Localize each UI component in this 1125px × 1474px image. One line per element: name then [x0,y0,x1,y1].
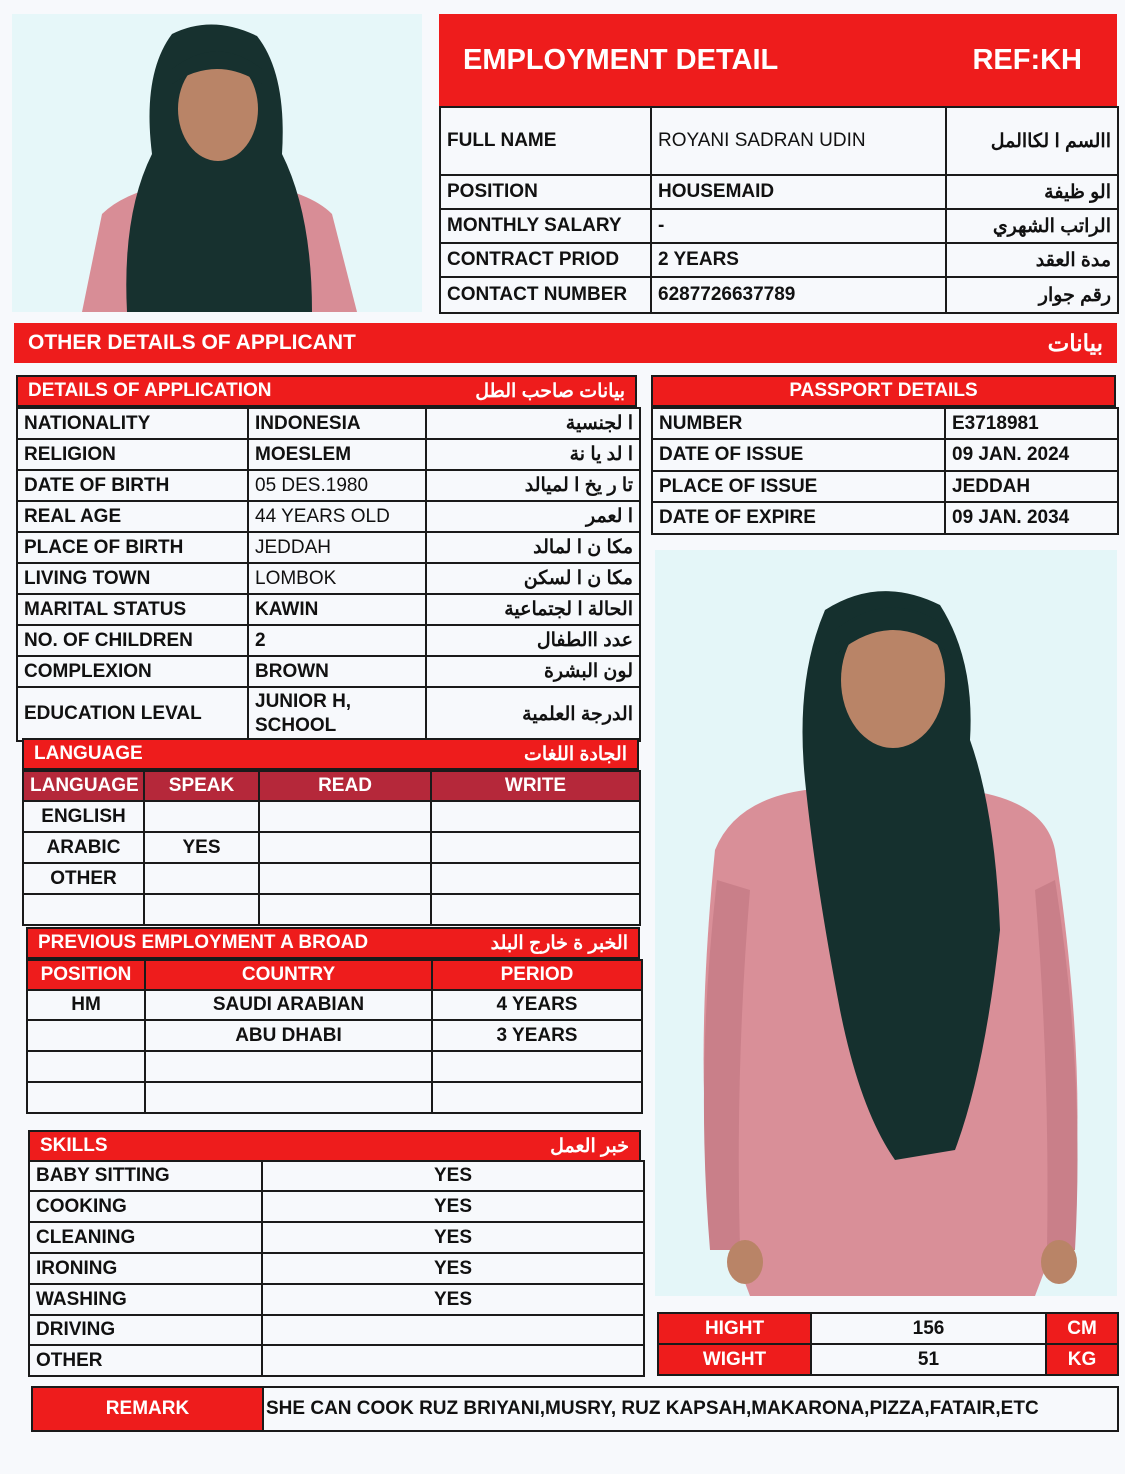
field-label-arabic: الدرجة العلمية [426,687,640,741]
previous-period [432,1082,642,1113]
table-row [652,439,1118,471]
skill-label: OTHER [29,1345,262,1376]
remark-row [31,1386,1117,1432]
table-row [29,1345,644,1376]
table-row [29,1222,644,1253]
table-row [17,687,640,741]
table-row [440,243,1118,277]
skill-value [262,1345,644,1376]
table-row [17,439,640,470]
other-details-title: OTHER DETAILS OF APPLICANT [28,331,356,354]
previous-position: HM [27,990,145,1020]
table-row [440,209,1118,243]
field-label-arabic: مكا ن ا لسكن [426,563,640,594]
field-label: LIVING TOWN [17,563,248,594]
language-speak: YES [144,832,259,863]
table-row [29,1253,644,1284]
table-row [27,1082,642,1113]
table-row [27,990,642,1020]
language-read [259,832,431,863]
reference-code: REF:KH [972,43,1082,76]
previous-position [27,1020,145,1051]
full-body-image [655,550,1117,1296]
table-row [29,1284,644,1315]
field-label: RELIGION [17,439,248,470]
employment-title: EMPLOYMENT DETAIL [463,43,779,76]
column-header: READ [259,771,431,801]
previous-period [432,1051,642,1082]
table-row [27,1051,642,1082]
table-row [652,471,1118,502]
passport-table [651,407,1117,533]
table-row [27,1020,642,1051]
field-value: KAWIN [248,594,426,625]
skill-value: YES [262,1161,644,1191]
previous-employment-header [26,927,640,959]
field-value: MOESLEM [248,439,426,470]
field-label: EDUCATION LEVAL [17,687,248,741]
skill-label: IRONING [29,1253,262,1284]
language-header [22,738,639,770]
table-row [652,502,1118,534]
previous-employment-table [26,959,641,1112]
other-details-bar [14,323,1117,363]
table-row [440,175,1118,209]
skill-label: BABY SITTING [29,1161,262,1191]
table-row [658,1313,1118,1344]
field-value: 05 DES.1980 [248,470,426,501]
other-details-title-arabic: بيانات [1047,329,1103,356]
field-value: JUNIOR H, SCHOOL [248,687,426,741]
remark-label: REMARK [32,1387,263,1431]
field-value: LOMBOK [248,563,426,594]
field-label-arabic: الراتب الشهري [946,209,1118,243]
table-row [32,1387,1118,1431]
field-label-arabic: الحالة ا لجتماعية [426,594,640,625]
height-unit: CM [1046,1313,1118,1344]
table-row [23,894,640,925]
field-value: ROYANI SADRAN UDIN [651,107,946,175]
measurements-table [657,1312,1117,1374]
table-row [23,832,640,863]
previous-position [27,1051,145,1082]
skill-label: CLEANING [29,1222,262,1253]
passport-label: NUMBER [652,408,945,439]
previous-country: SAUDI ARABIAN [145,990,432,1020]
previous-period: 4 YEARS [432,990,642,1020]
table-row [652,408,1118,439]
language-speak [144,801,259,832]
field-label-arabic: ا لعمر [426,501,640,532]
skill-label: COOKING [29,1191,262,1222]
language-write [431,832,640,863]
table-row [17,470,640,501]
language-write [431,894,640,925]
field-value: 44 YEARS OLD [248,501,426,532]
table-row [17,594,640,625]
application-title-arabic: بيانات صاحب الطل [475,380,625,402]
table-row [17,563,640,594]
portrait-image [12,14,422,312]
language-table [22,770,639,924]
passport-value: 09 JAN. 2024 [945,439,1118,471]
previous-employment-title-arabic: الخبر ة خارج البلد [490,932,628,954]
language-read [259,863,431,894]
employment-table [439,106,1117,312]
column-header: WRITE [431,771,640,801]
skills-table [28,1160,643,1375]
field-label: CONTRACT PRIOD [440,243,651,277]
table-row [17,625,640,656]
table-header-row [23,771,640,801]
field-value: 2 YEARS [651,243,946,277]
skill-value: YES [262,1284,644,1315]
field-value: BROWN [248,656,426,687]
field-label-arabic: تا ر يخ ا لميالد [426,470,640,501]
language-name [23,894,144,925]
table-row [658,1344,1118,1375]
skill-value [262,1315,644,1345]
language-read [259,801,431,832]
language-write [431,801,640,832]
field-label-arabic: مكا ن ا لمالد [426,532,640,563]
remark-text: SHE CAN COOK RUZ BRIYANI,MUSRY, RUZ KAPSAH,MAKARONA,PIZZA,FATAIR,ETC [263,1387,1118,1431]
table-row [29,1161,644,1191]
passport-value: 09 JAN. 2034 [945,502,1118,534]
table-row [440,277,1118,313]
field-label: MARITAL STATUS [17,594,248,625]
application-table [16,407,639,740]
field-label: COMPLEXION [17,656,248,687]
passport-header [651,375,1116,407]
skill-value: YES [262,1253,644,1284]
language-name: OTHER [23,863,144,894]
field-label: FULL NAME [440,107,651,175]
language-speak [144,894,259,925]
field-value: - [651,209,946,243]
height-label: HIGHT [658,1313,811,1344]
field-value: INDONESIA [248,408,426,439]
field-label-arabic: االسم ا لكاالمل [946,107,1118,175]
height-value: 156 [811,1313,1046,1344]
field-value: JEDDAH [248,532,426,563]
field-value: HOUSEMAID [651,175,946,209]
skill-label: WASHING [29,1284,262,1315]
field-label: MONTHLY SALARY [440,209,651,243]
field-label-arabic: رقم جوار [946,277,1118,313]
language-title-arabic: الجادة اللغات [523,743,627,765]
skill-label: DRIVING [29,1315,262,1345]
application-title: DETAILS OF APPLICATION [28,380,272,401]
field-label: NATIONALITY [17,408,248,439]
passport-label: PLACE OF ISSUE [652,471,945,502]
table-row [29,1315,644,1345]
language-name: ENGLISH [23,801,144,832]
passport-value: E3718981 [945,408,1118,439]
table-row [17,408,640,439]
language-name: ARABIC [23,832,144,863]
column-header: SPEAK [144,771,259,801]
field-label: DATE OF BIRTH [17,470,248,501]
employment-header [439,14,1117,106]
field-label-arabic: مدة العقد [946,243,1118,277]
applicant-photo-small [12,14,422,312]
field-label: PLACE OF BIRTH [17,532,248,563]
column-header: LANGUAGE [23,771,144,801]
previous-country [145,1051,432,1082]
field-value: 2 [248,625,426,656]
field-label-arabic: ا لجنسية [426,408,640,439]
table-row [29,1191,644,1222]
field-label: NO. OF CHILDREN [17,625,248,656]
field-label: CONTACT NUMBER [440,277,651,313]
field-label-arabic: عدد االطفال [426,625,640,656]
skill-value: YES [262,1222,644,1253]
language-speak [144,863,259,894]
skills-title: SKILLS [40,1135,108,1156]
skill-value: YES [262,1191,644,1222]
passport-value: JEDDAH [945,471,1118,502]
table-row [23,863,640,894]
column-header: POSITION [27,960,145,990]
table-header-row [27,960,642,990]
field-label-arabic: ا لد يا نة [426,439,640,470]
weight-label: WIGHT [658,1344,811,1375]
field-value: 6287726637789 [651,277,946,313]
table-row [17,501,640,532]
table-row [23,801,640,832]
skills-title-arabic: خبر العمل [550,1135,629,1157]
weight-unit: KG [1046,1344,1118,1375]
field-label: REAL AGE [17,501,248,532]
field-label: POSITION [440,175,651,209]
passport-label: DATE OF ISSUE [652,439,945,471]
previous-country: ABU DHABI [145,1020,432,1051]
skills-header [28,1130,641,1162]
field-label-arabic: لون البشرة [426,656,640,687]
table-row [17,532,640,563]
passport-label: DATE OF EXPIRE [652,502,945,534]
passport-title: PASSPORT DETAILS [789,380,978,401]
column-header: PERIOD [432,960,642,990]
language-read [259,894,431,925]
previous-country [145,1082,432,1113]
field-label-arabic: الو ظيفة [946,175,1118,209]
weight-value: 51 [811,1344,1046,1375]
language-title: LANGUAGE [34,743,143,764]
language-write [431,863,640,894]
previous-period: 3 YEARS [432,1020,642,1051]
table-row [17,656,640,687]
applicant-photo-full [655,550,1117,1296]
previous-position [27,1082,145,1113]
column-header: COUNTRY [145,960,432,990]
table-row [440,107,1118,175]
application-header [16,375,637,407]
previous-employment-title: PREVIOUS EMPLOYMENT A BROAD [38,932,369,953]
